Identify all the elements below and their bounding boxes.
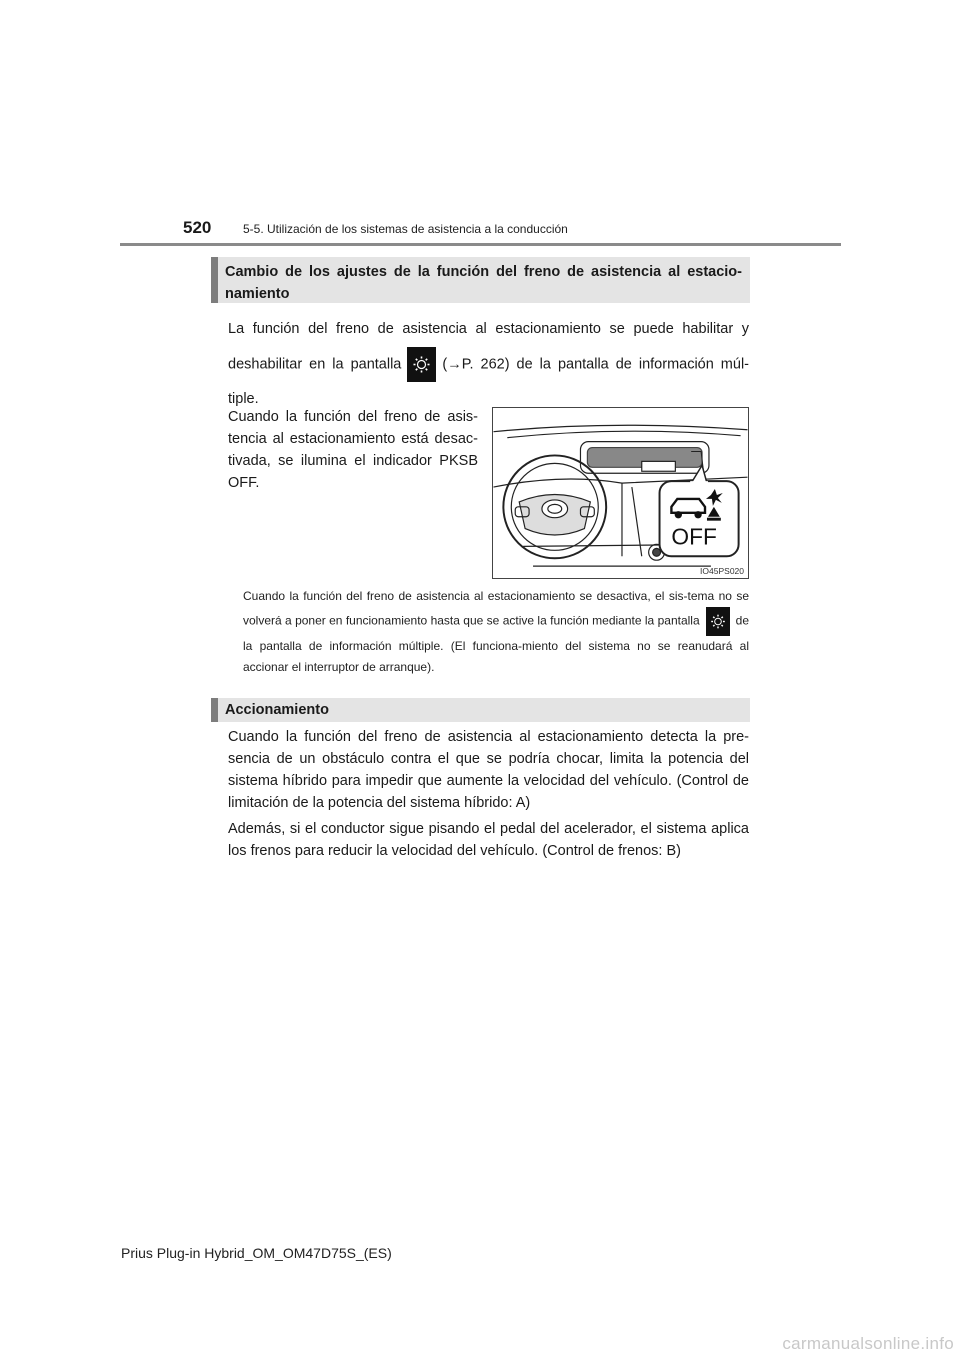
dashboard-drawing [493, 408, 748, 578]
paragraph-text-b: (→P. 262) de la pantalla de información múl-tiple. [228, 356, 749, 408]
document-id: Prius Plug-in Hybrid_OM_OM47D75S_(ES) [121, 1245, 392, 1261]
note-paragraph [243, 586, 749, 678]
section-heading-settings: Cambio de los ajustes de la función del freno de asistencia al estacio-namiento [211, 257, 750, 303]
page-number: 520 [183, 218, 212, 237]
paragraph-detection: Cuando la función del freno de asistencia al estacionamiento detecta la pre-sencia de un obstáculo contra el que se podría chocar, limita la potencia del sistema híbrido para impedir que aumente la velocidad del vehículo. (Control de limitación de la potencia del sistema híbrido: A) [228, 729, 749, 811]
watermark: carmanualsonline.info [782, 1334, 954, 1353]
dashboard-illustration [492, 407, 749, 579]
note-text-a: Cuando la función del freno de asistencia al estacionamiento se desactiva, el sis-tema no se volverá a poner en funcionamiento hasta que se active la función mediante la pantalla [243, 589, 749, 628]
settings-gear-icon [407, 347, 436, 382]
section-heading-operation: Accionamiento [211, 698, 750, 722]
running-head: 5-5. Utilización de los sistemas de asistencia a la conducción [243, 222, 568, 236]
paragraph-enable-disable [228, 312, 749, 417]
settings-gear-icon-small [706, 607, 730, 636]
figure-code: IO45PS020 [700, 566, 744, 576]
header-divider [120, 243, 841, 246]
note-text-b: de la pantalla de información múltiple. (El funciona-miento del sistema no se reanudará al accionar el interruptor de arranque). [243, 613, 749, 674]
pksb-off-indicator-text: OFF [671, 523, 717, 550]
paragraph-text-a: La función del freno de asistencia al estacionamiento se puede habilitar y deshabilitar en la pantalla [228, 321, 749, 373]
paragraph-indicator: Cuando la función del freno de asis-tencia al estacionamiento está desac-tivada, se ilumina el indicador PKSB OFF. [228, 409, 478, 491]
paragraph-brake-control: Además, si el conductor sigue pisando el pedal del acelerador, el sistema aplica los frenos para reducir la velocidad del vehículo. (Control de frenos: B) [228, 821, 749, 859]
